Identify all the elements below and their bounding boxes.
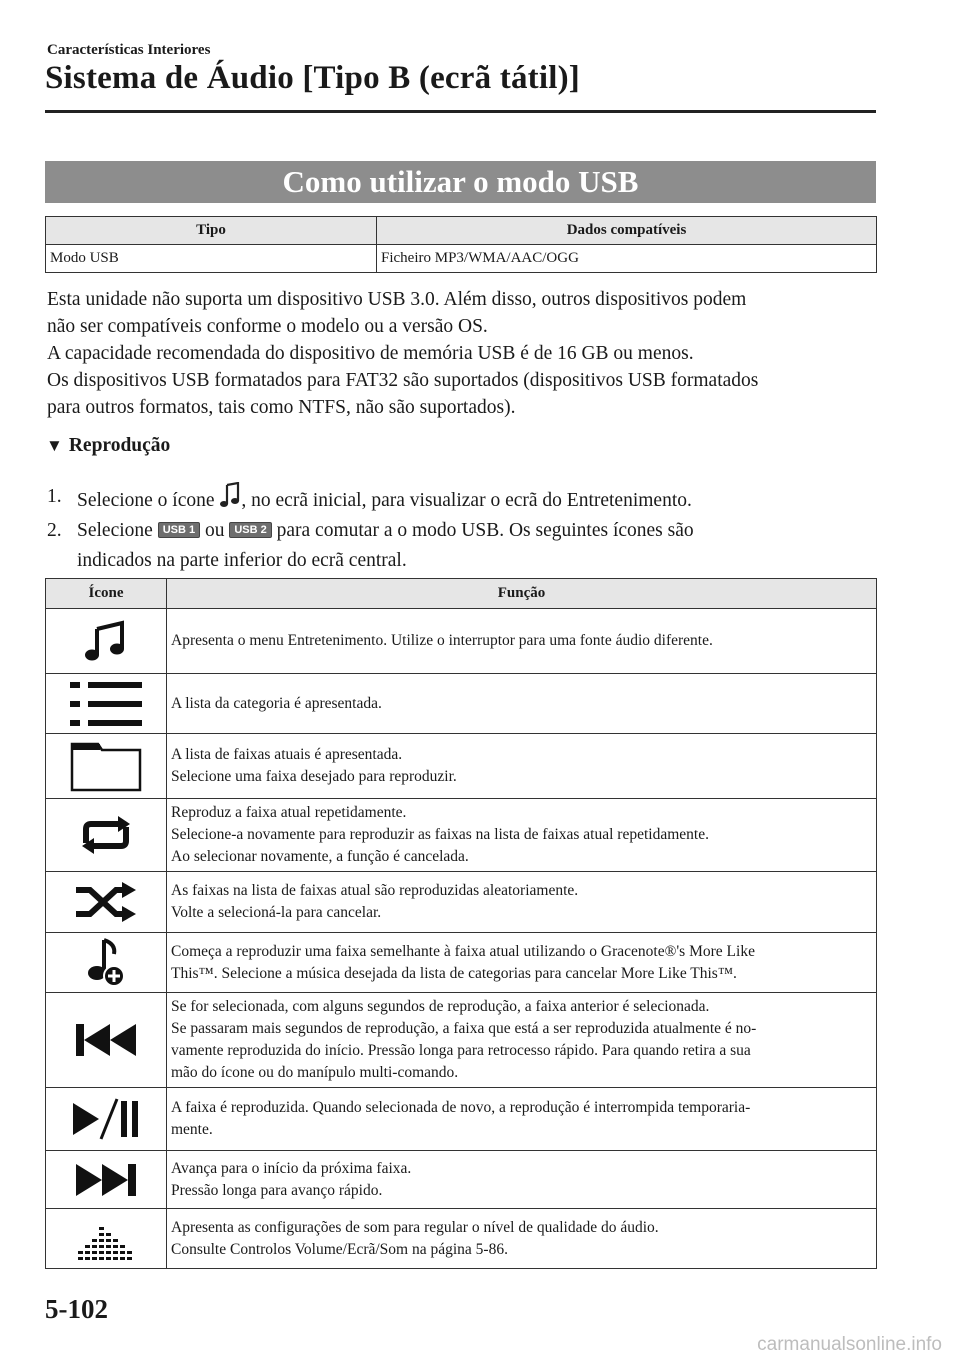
function-line: Reproduz a faixa atual repetidamente.: [171, 804, 407, 821]
icon-cell: [46, 1088, 167, 1151]
table-row: [46, 1209, 877, 1269]
icon-cell: [46, 1151, 167, 1209]
function-cell: [167, 609, 877, 674]
function-line: As faixas na lista de faixas atual são reproduzidas aleatoriamente.: [171, 882, 579, 899]
previous-track-icon: [74, 1022, 138, 1058]
icon-table-header-row: [46, 579, 877, 609]
function-line: Se passaram mais segundos de reprodução, a faixa que está a ser reproduzida atualmente é no-: [171, 1020, 757, 1037]
function-cell: [167, 993, 877, 1088]
function-line: A lista de faixas atuais é apresentada.: [171, 746, 403, 763]
compat-header-data: Dados compatíveis: [377, 217, 877, 245]
compat-header-type: Tipo: [46, 217, 377, 245]
function-line: mente.: [171, 1121, 213, 1138]
step-text: Selecione o ícone: [77, 490, 220, 511]
step-text: Selecione: [77, 520, 158, 541]
title-rule: [45, 110, 876, 113]
function-line: Avança para o início da próxima faixa.: [171, 1159, 412, 1177]
function-line: A faixa é reproduzida. Quando selecionada de novo, a reprodução é interrompida temporaria-: [171, 1099, 751, 1116]
table-row: [46, 933, 877, 993]
subheading-text: Reprodução: [68, 435, 171, 456]
icon-cell: [46, 734, 167, 799]
icon-cell: [46, 933, 167, 993]
table-row: [46, 799, 877, 872]
function-cell: [167, 1209, 877, 1269]
more-like-this-icon: [84, 938, 128, 988]
usb1-button: USB 1: [158, 522, 200, 538]
icon-cell: [46, 799, 167, 872]
step-text: , no ecrã inicial, para visualizar o ecrã do Entretenimento.: [241, 490, 692, 511]
compat-table: [45, 216, 877, 273]
usb-note-paragraph: [47, 286, 877, 421]
compat-header-row: [46, 217, 877, 245]
section-banner: Como utilizar o modo USB: [45, 161, 876, 203]
step-text: para comutar a o modo USB. Os seguintes ícones são: [271, 520, 694, 541]
function-cell: [167, 1151, 877, 1209]
function-line: Pressão longa para avanço rápido.: [171, 1181, 383, 1199]
function-cell: [167, 933, 877, 993]
icon-cell: [46, 872, 167, 933]
sound-settings-icon: [76, 1217, 136, 1261]
step-text: ou: [200, 520, 230, 541]
function-line: Se for selecionada, com alguns segundos de reprodução, a faixa anterior é selecionada.: [171, 998, 710, 1015]
paragraph-line: A capacidade recomendada do dispositivo de memória USB é de 16 GB ou menos.: [47, 343, 694, 364]
icon-cell: [46, 609, 167, 674]
icon-function-table: [45, 578, 877, 1269]
function-line: Consulte Controlos Volume/Ecrã/Som na página 5-86.: [171, 1240, 508, 1258]
icon-cell: [46, 993, 167, 1088]
function-line: Começa a reproduzir uma faixa semelhante à faixa atual utilizando o Gracenote®'s More Like: [171, 942, 755, 960]
paragraph-line: não ser compatíveis conforme o modelo ou a versão OS.: [47, 316, 488, 337]
watermark: carmanualsonline.info: [757, 1334, 942, 1355]
function-cell: [167, 1088, 877, 1151]
repeat-icon: [76, 815, 136, 855]
step-number: 1.: [47, 486, 62, 507]
function-cell: [167, 799, 877, 872]
function-cell: [167, 674, 877, 734]
shuffle-icon: [74, 882, 138, 922]
paragraph-line: para outros formatos, tais como NTFS, não são suportados).: [47, 397, 516, 418]
function-line: Ao selecionar novamente, a função é cancelada.: [171, 848, 469, 865]
table-row: [46, 609, 877, 674]
icon-header: Ícone: [46, 579, 167, 609]
play-pause-icon: [71, 1097, 141, 1141]
table-row: [46, 734, 877, 799]
paragraph-line: Os dispositivos USB formatados para FAT32 são suportados (dispositivos USB formatados: [47, 370, 759, 391]
table-row: [46, 1151, 877, 1209]
table-row: [46, 674, 877, 734]
list-icon: [68, 680, 144, 728]
step-1: [47, 482, 877, 516]
steps-list: [47, 482, 877, 576]
paragraph-line: Esta unidade não suporta um dispositivo USB 3.0. Além disso, outros dispositivos podem: [47, 289, 747, 310]
function-line: Apresenta o menu Entretenimento. Utilize o interruptor para uma fonte áudio diferente.: [171, 632, 713, 649]
function-line: This™. Selecione a música desejada da lista de categorias para cancelar More Like This™.: [171, 964, 737, 982]
section-label: Características Interiores: [47, 42, 211, 58]
triangle-marker-icon: ▼: [46, 436, 63, 455]
function-line: mão do ícone ou do manípulo multi-comando.: [171, 1064, 459, 1081]
function-line: Volte a selecioná-la para cancelar.: [171, 904, 382, 921]
step-number: 2.: [47, 520, 62, 541]
function-cell: [167, 734, 877, 799]
music-note-icon: [84, 619, 128, 663]
table-row: [46, 872, 877, 933]
icon-cell: [46, 674, 167, 734]
icon-cell: [46, 1209, 167, 1269]
folder-icon: [70, 740, 142, 792]
page-number: 5-102: [45, 1294, 108, 1324]
step-2: [47, 516, 877, 576]
function-line: vamente reproduzida do início. Pressão longa para retrocesso rápido. Para quando retira a sua: [171, 1042, 751, 1059]
subheading-reproducao: [46, 435, 170, 457]
next-track-icon: [74, 1162, 138, 1198]
function-line: Selecione-a novamente para reproduzir as faixas na lista de faixas atual repetidamente.: [171, 826, 709, 843]
table-row: [46, 1088, 877, 1151]
function-line: A lista da categoria é apresentada.: [171, 694, 382, 712]
step-text: indicados na parte inferior do ecrã central.: [77, 550, 407, 571]
compat-cell-type: Modo USB: [46, 245, 377, 273]
table-row: [46, 993, 877, 1088]
function-line: Selecione uma faixa desejado para reproduzir.: [171, 768, 457, 785]
usb2-button: USB 2: [229, 522, 271, 538]
music-note-icon: [219, 482, 241, 510]
page-title: Sistema de Áudio [Tipo B (ecrã tátil)]: [45, 60, 580, 96]
compat-cell-data: Ficheiro MP3/WMA/AAC/OGG: [377, 245, 877, 273]
function-header: Função: [167, 579, 877, 609]
function-line: Apresenta as configurações de som para regular o nível de qualidade do áudio.: [171, 1218, 659, 1236]
function-cell: [167, 872, 877, 933]
table-row: [46, 245, 877, 273]
